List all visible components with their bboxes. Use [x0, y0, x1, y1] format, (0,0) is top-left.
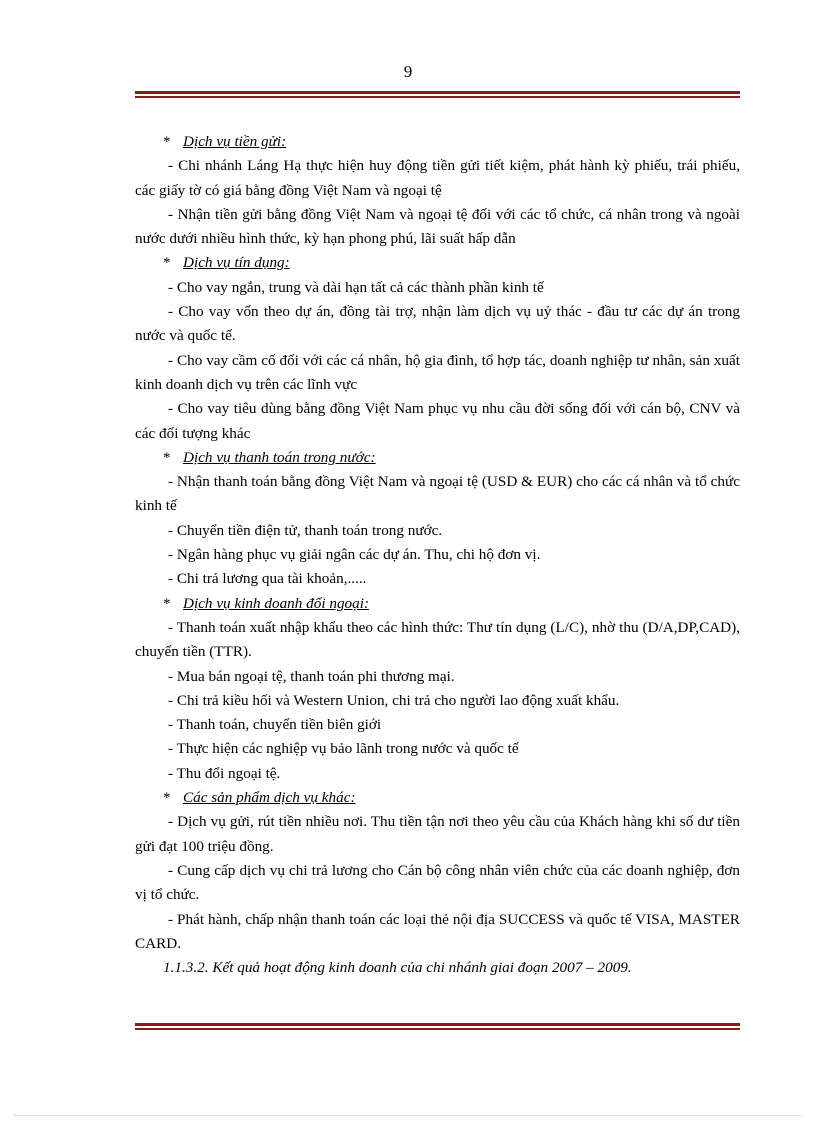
header-rule	[135, 91, 740, 98]
paragraph: - Mua bán ngoại tệ, thanh toán phi thương mại.	[168, 667, 455, 685]
paragraph: - Cho vay ngắn, trung và dài hạn tất cả các thành phần kinh tế	[168, 278, 544, 296]
page-number: 9	[403, 62, 413, 81]
paragraph: - Cung cấp dịch vụ chi trả lương cho Cán bộ công nhân viên chức của các doanh nghiệp, đơn vị tổ chức.	[135, 861, 740, 904]
bullet-star: *	[163, 254, 171, 272]
footer-rule	[135, 1023, 740, 1030]
section-heading-domestic-payment: * Dịch vụ thanh toán trong nước:	[135, 446, 740, 470]
paragraph: - Cho vay vốn theo dự án, đồng tài trợ, nhận làm dịch vụ uỷ thác - đầu tư các dự án trong nước và quốc tế.	[135, 303, 740, 345]
page-edge-divider	[14, 1115, 802, 1116]
paragraph: - Ngân hàng phục vụ giải ngân các dự án. Thu, chi hộ đơn vị.	[168, 546, 541, 564]
paragraph: - Cho vay tiêu dùng bằng đồng Việt Nam phục vụ nhu cầu đời sống đối với cán bộ, CNV và các đối tượng khác	[135, 400, 740, 442]
paragraph: - Phát hành, chấp nhận thanh toán các loại thẻ nội địa SUCCESS và quốc tế VISA, MASTER CARD.	[135, 910, 740, 952]
bullet-star: *	[163, 133, 171, 150]
paragraph: - Dịch vụ gửi, rút tiền nhiều nơi. Thu tiền tận nơi theo yêu cầu của Khách hàng khi số dư tiền gửi đạt 100 triệu đồng.	[135, 813, 740, 855]
paragraph: - Cho vay cầm cố đối với các cá nhân, hộ gia đình, tổ hợp tác, doanh nghiệp tư nhân, sản xuất kinh doanh dịch vụ trên các lĩnh vực	[135, 351, 740, 393]
paragraph: - Thu đổi ngoại tệ.	[168, 764, 281, 782]
paragraph: - Chuyển tiền điện tử, thanh toán trong nước.	[168, 521, 443, 539]
section-heading-other-products: * Các sản phẩm dịch vụ khác:	[135, 786, 740, 810]
section-heading-credit: * Dịch vụ tín dụng:	[135, 251, 740, 275]
paragraph: - Thanh toán, chuyển tiền biên giới	[168, 716, 382, 734]
paragraph: - Thanh toán xuất nhập khẩu theo các hình thức: Thư tín dụng (L/C), nhờ thu (D/A,DP,CAD), chuyển tiền (TTR).	[135, 618, 740, 661]
paragraph: - Nhận tiền gửi bằng đồng Việt Nam và ngoại tệ đối với các tổ chức, cá nhân trong và ngoài nước dưới nhiều hình thức, kỳ hạn phong phú, lãi suất hấp dẫn	[135, 205, 740, 248]
bullet-star: *	[163, 789, 171, 807]
bullet-star: *	[163, 594, 171, 612]
paragraph: - Nhận thanh toán bằng đồng Việt Nam và ngoại tệ (USD & EUR) cho các cá nhân và tổ chức kinh tế	[135, 473, 740, 515]
document-body	[135, 130, 740, 980]
bullet-star: *	[163, 448, 171, 466]
paragraph: - Thực hiện các nghiệp vụ bảo lãnh trong nước và quốc tế	[168, 740, 519, 758]
paragraph: - Chi trả kiều hối và Western Union, chi trả cho người lao động xuất khẩu.	[168, 691, 620, 709]
paragraph: - Chi nhánh Láng Hạ thực hiện huy động tiền gửi tiết kiệm, phát hành kỳ phiếu, trái phiếu, các giấy tờ có giá bằng đồng Việt Nam và ngoại tệ	[135, 157, 740, 199]
subsection-title: 1.1.3.2. Kết quả hoạt động kinh doanh của chi nhánh giai đoạn 2007 – 2009.	[163, 959, 632, 977]
section-heading-foreign-business: * Dịch vụ kinh doanh đối ngoại:	[135, 592, 740, 616]
section-heading-deposit: * Dịch vụ tiền gửi:	[135, 130, 740, 154]
paragraph: - Chi trả lương qua tài khoản,.....	[168, 570, 367, 588]
